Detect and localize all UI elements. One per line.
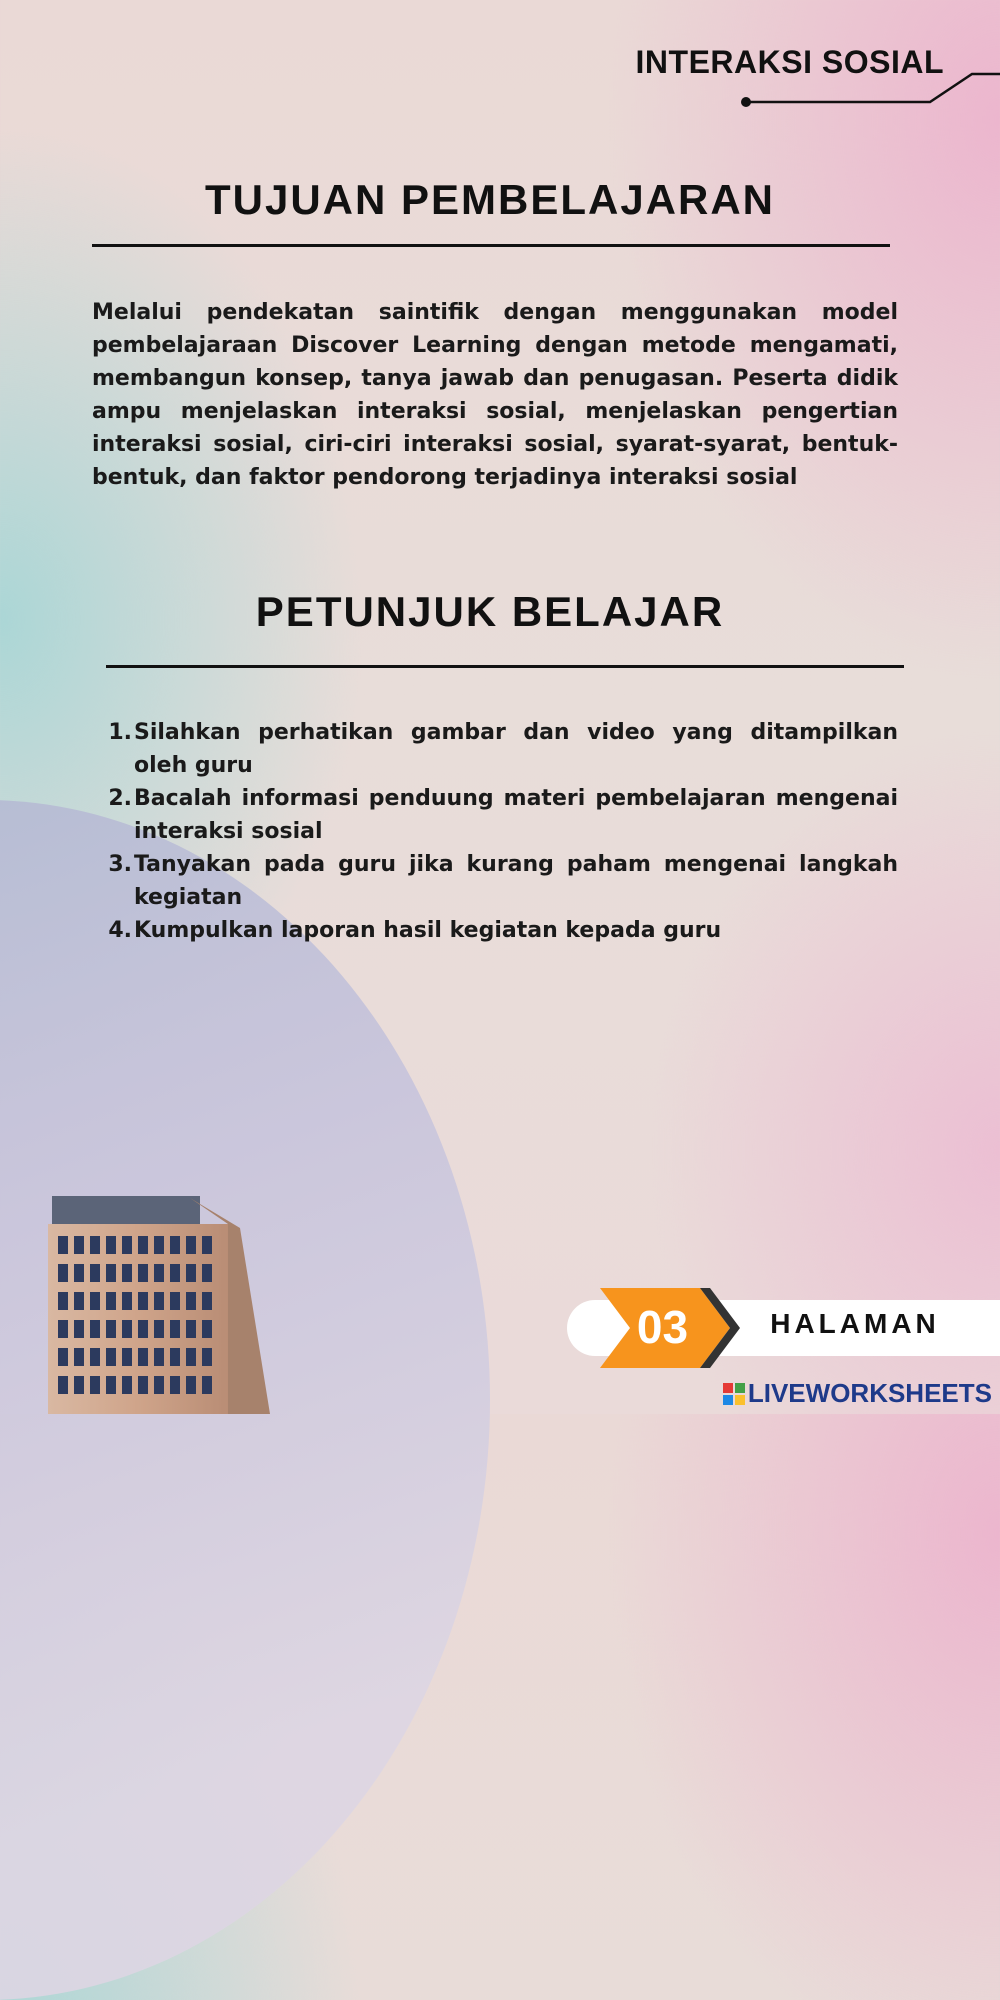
divider [92, 244, 890, 247]
footer-brand[interactable] [723, 1378, 992, 1409]
list-item [106, 848, 898, 914]
header-title: INTERAKSI SOSIAL [635, 44, 944, 80]
page-label: HALAMAN [770, 1308, 940, 1339]
list-item-number: 1. [108, 720, 132, 745]
page-number: 03 [636, 1301, 689, 1353]
header-decoration-line [740, 70, 1000, 110]
building-image [40, 1188, 270, 1414]
section-heading-petunjuk: PETUNJUK BELAJAR [255, 588, 725, 635]
list-item-text: Kumpulkan laporan hasil kegiatan kepada guru [134, 918, 722, 943]
instruction-list [106, 716, 898, 947]
footer-brand-text: LIVEWORKSHEETS [747, 1378, 992, 1408]
list-item-number: 4. [108, 918, 132, 943]
list-item-text: Tanyakan pada guru jika kurang paham mengenai langkah kegiatan [134, 852, 898, 910]
list-item [106, 914, 898, 947]
liveworksheets-logo-icon [723, 1383, 745, 1405]
list-item [106, 716, 898, 782]
section-heading-tujuan: TUJUAN PEMBELAJARAN [204, 176, 776, 223]
list-item-number: 3. [108, 852, 132, 877]
list-item-text: Bacalah informasi penduung materi pembelajaran mengenai interaksi sosial [134, 786, 898, 844]
list-item [106, 782, 898, 848]
objective-paragraph: Melalui pendekatan saintifik dengan menggunakan model pembelajaraan Discover Learning dengan metode mengamati, membangun konsep, tanya jawab dan penugasan. Peserta didik ampu menjelaskan interaksi sosial, menjelaskan pengertian interaksi sosial, ciri-ciri interaksi sosial, syarat-syarat, bentuk-bentuk, dan faktor pendorong terjadinya interaksi sosial [92, 300, 898, 490]
divider [106, 665, 904, 668]
list-item-number: 2. [108, 786, 132, 811]
list-item-text: Silahkan perhatikan gambar dan video yang ditampilkan oleh guru [134, 720, 898, 778]
